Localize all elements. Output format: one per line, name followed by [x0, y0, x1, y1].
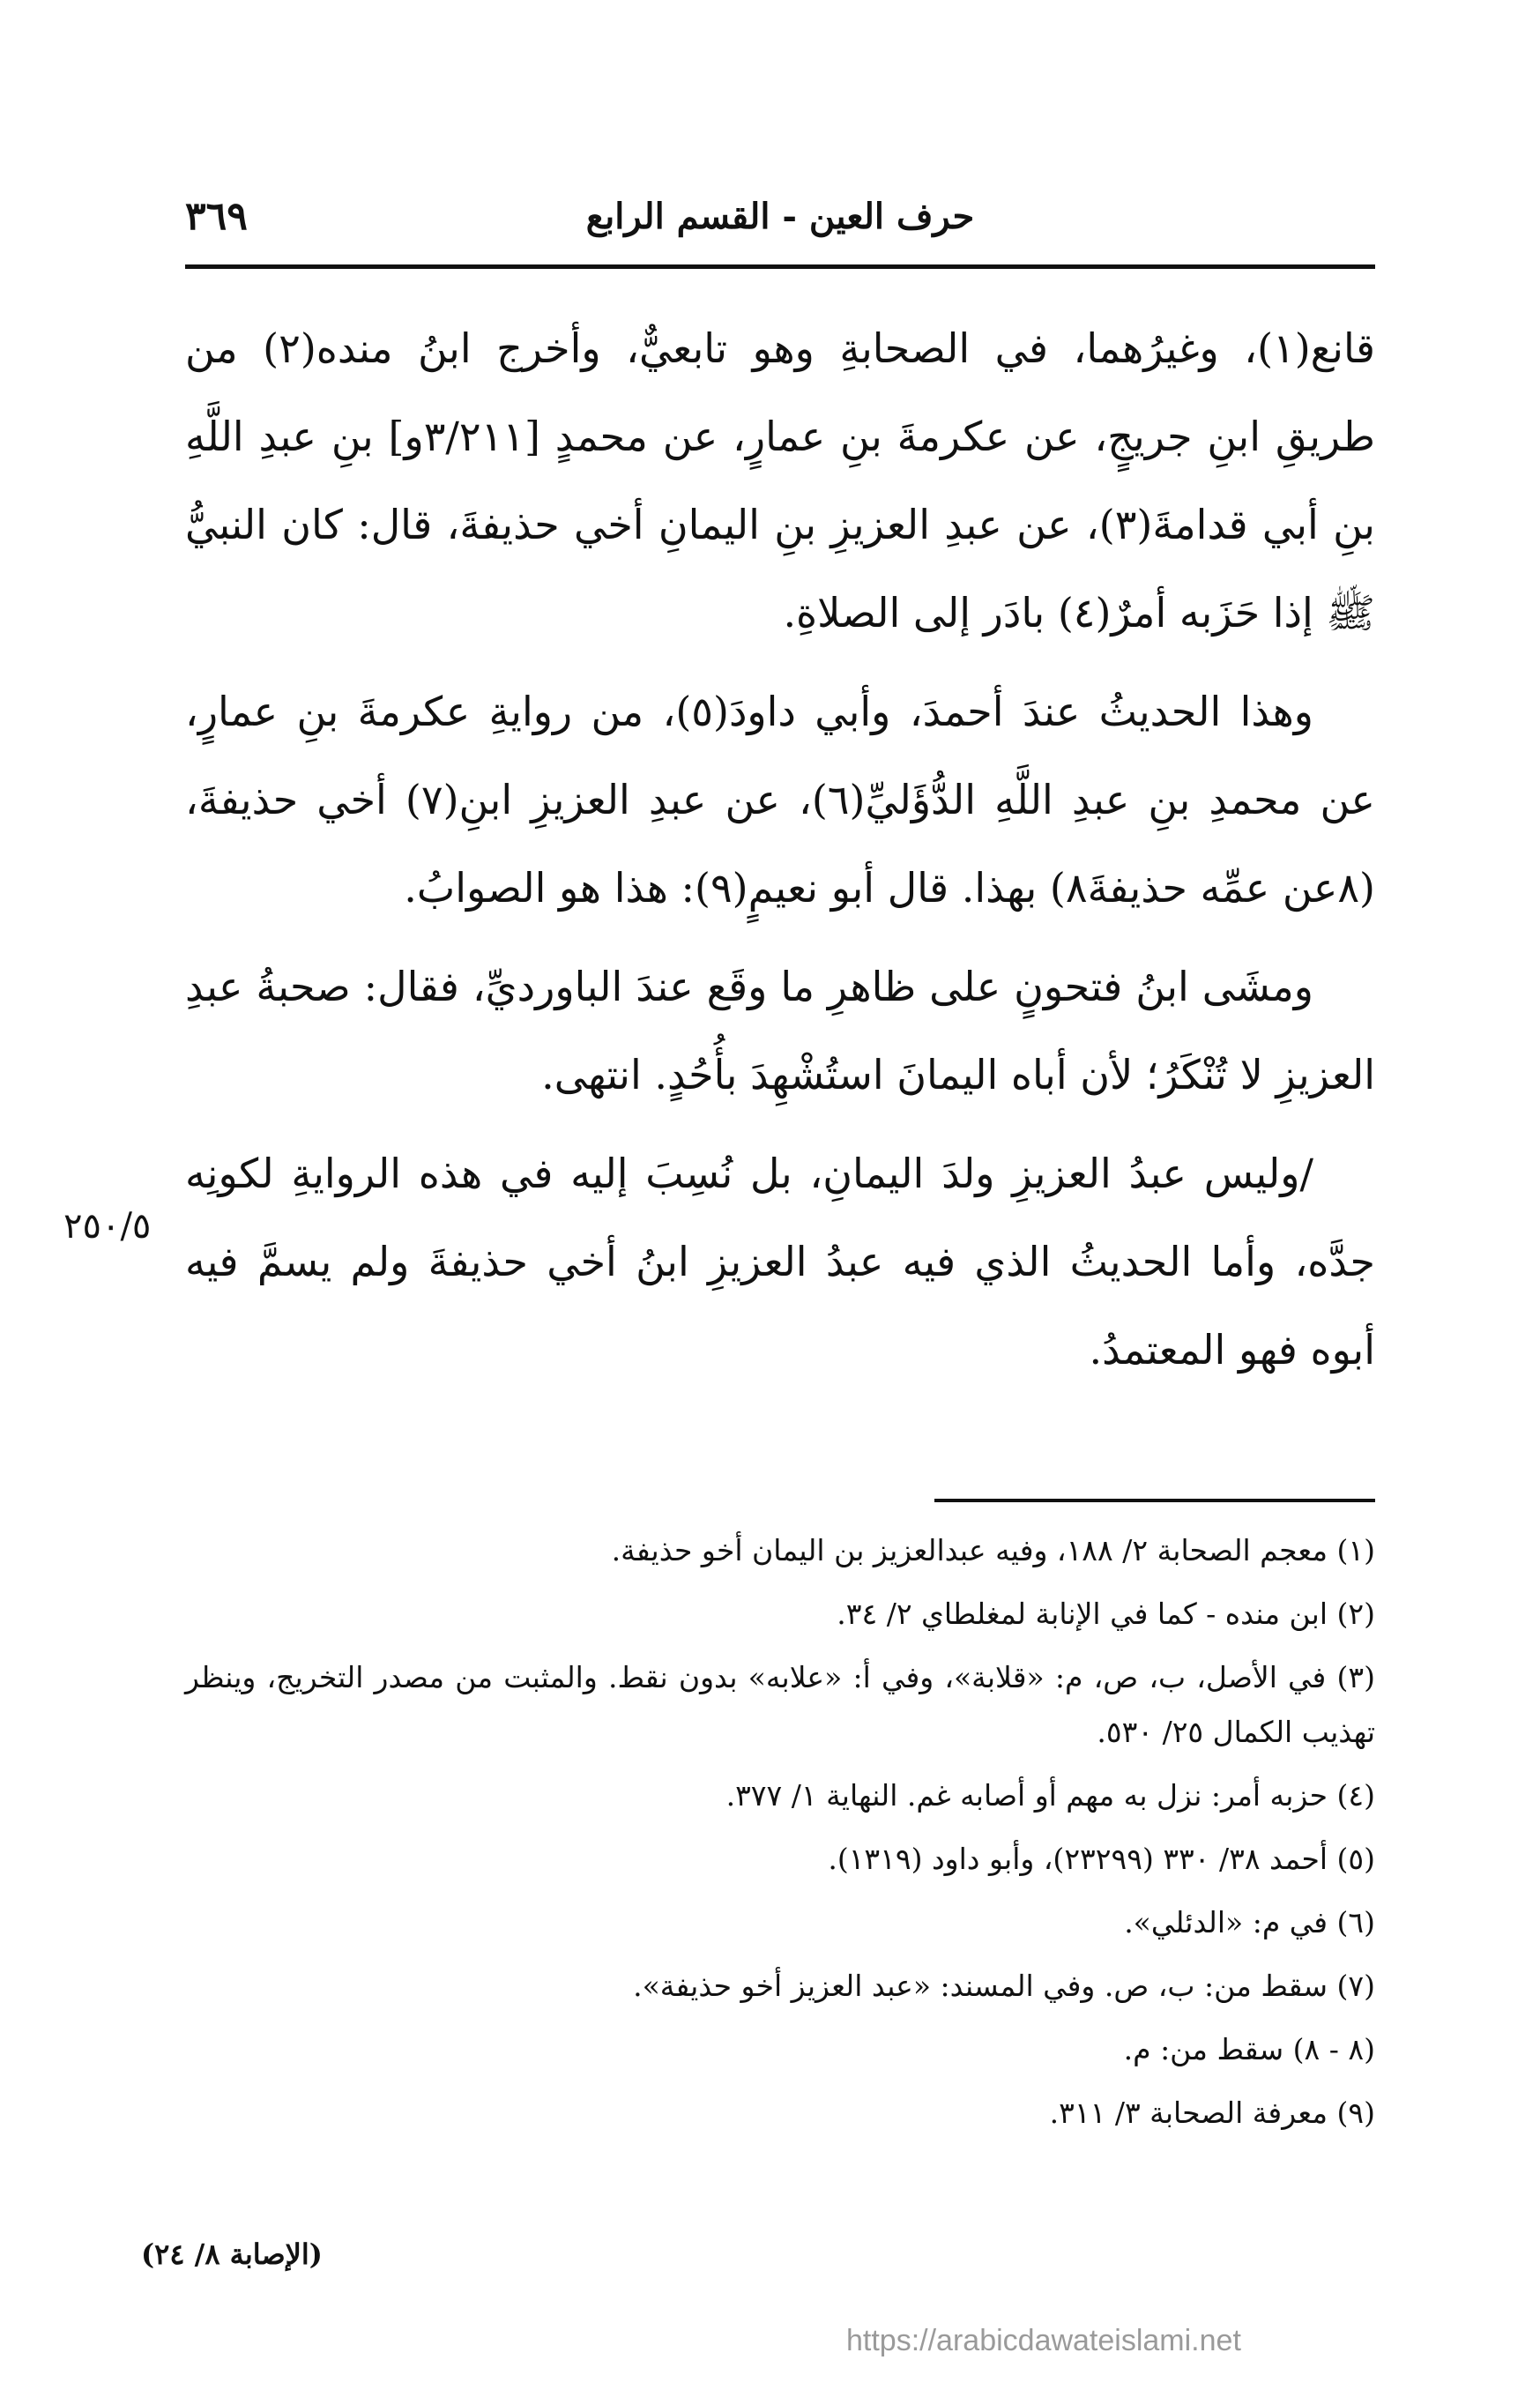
footnote-7: (٧) سقط من: ب، ص. وفي المسند: «عبد العزيز أخو حذيفة».: [633, 1969, 1375, 2003]
footnote-3: (٣) في الأصل، ب، ص، م: «قلابة»، وفي أ: «علابه» بدون نقط. والمثبت من مصدر التخريج، وينظر تهذيب الكمال ٢٥/ ٥٣٠.: [185, 1660, 1375, 1749]
footnote-rule: [934, 1499, 1375, 1502]
header-rule: [185, 264, 1375, 269]
page-header: [185, 176, 1375, 273]
footnote-4: (٤) حزبه أمر: نزل به مهم أو أصابه غم. النهاية ١/ ٣٧٧.: [725, 1778, 1375, 1813]
paragraph-2: وهذا الحديثُ عندَ أحمدَ، وأبي داودَ(٥)، من روايةِ عكرمةَ بنِ عمارٍ، عن محمدِ بنِ عبدِ اللَّهِ الدُّؤَليِّ(٦)، عن عبدِ العزيزِ ابنِ(٧) أخي حذيفةَ، (٨عن عمِّه حذيفةَ٨) بهذا. قال أبو نعيمٍ(٩): هذا هو الصوابُ.: [185, 688, 1375, 912]
footnote-9: (٩) معرفة الصحابة ٣/ ٣١١.: [1049, 2096, 1375, 2130]
footnote-1: (١) معجم الصحابة ٢/ ١٨٨، وفيه عبدالعزيز بن اليمان أخو حذيفة.: [611, 1533, 1375, 1567]
footer-reference: (الإصابة ٨/ ٢٤): [141, 2237, 323, 2271]
footnotes: [185, 1523, 1375, 2149]
paragraph-1: قانع(١)، وغيرُهما، في الصحابةِ وهو تابعيٌّ، وأخرج ابنُ منده(٢) من طريقِ ابنِ جريجٍ، عن عكرمةَ بنِ عمارٍ، عن محمدٍ [٣/٢١١و] بنِ عبدِ اللَّهِ بنِ أبي قدامةَ(٣)، عن عبدِ العزيزِ بنِ اليمانِ أخي حذيفةَ، قال: كان النبيُّ ﷺ إذا حَزَبه أمرٌ(٤) بادَر إلى الصلاةِ.: [185, 324, 1375, 637]
paragraph-4: /وليس عبدُ العزيزِ ولدَ اليمانِ، بل نُسِبَ إليه في هذه الروايةِ لكونِه جدَّه، وأما الحديثُ الذي فيه عبدُ العزيزِ ابنُ أخي حذيفةَ ولم يسمَّ فيه أبوه فهو المعتمدُ.: [185, 1150, 1375, 1374]
margin-note: ٢٥٠/٥: [63, 1206, 152, 1247]
paragraph-3: ومشَى ابنُ فتحونٍ على ظاهرِ ما وقَع عندَ الباورديِّ، فقال: صحبةُ عبدِ العزيزِ لا تُنْكَرُ؛ لأن أباه اليمانَ استُشْهِدَ بأُحُدٍ. انتهى.: [185, 963, 1375, 1098]
footnote-5: (٥) أحمد ٣٨/ ٣٣٠ (٢٣٢٩٩)، وأبو داود (١٣١٩).: [828, 1842, 1375, 1876]
footnote-8: (٨ - ٨) سقط من: م.: [1123, 2032, 1375, 2066]
watermark-url: https://arabicdawateislami.net: [846, 2324, 1241, 2357]
running-title: حرف العين - القسم الرابع: [585, 196, 975, 237]
footnote-2: (٢) ابن منده - كما في الإنابة لمغلطاي ٢/ ٣٤.: [837, 1597, 1375, 1631]
page-number: ٣٦٩: [185, 194, 248, 239]
footnote-6: (٦) في م: «الدئلي».: [1124, 1905, 1375, 1940]
main-text: [185, 304, 1375, 1404]
